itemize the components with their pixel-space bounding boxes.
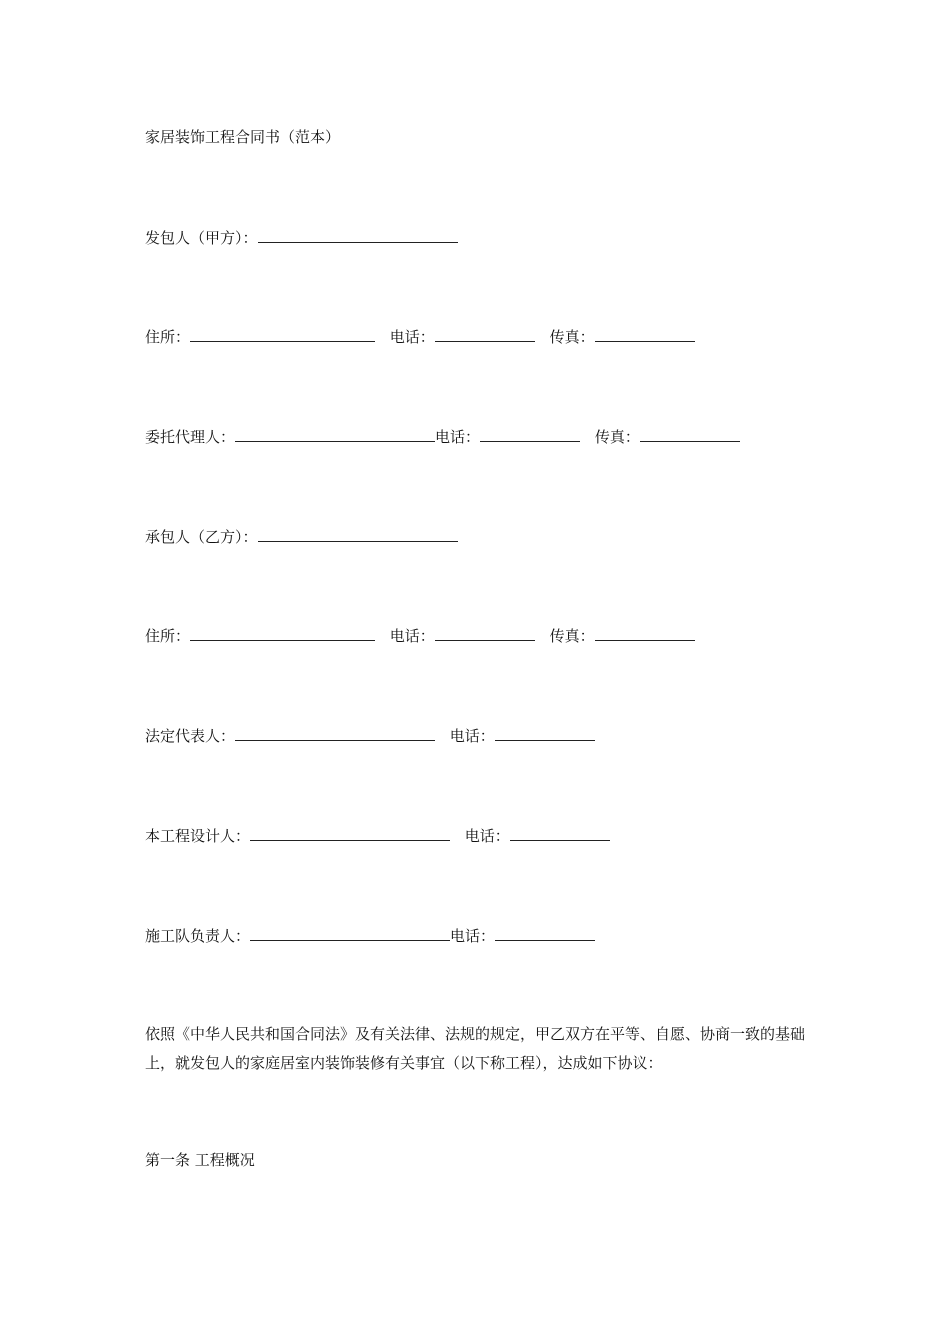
party-a-address-label: 住所： xyxy=(145,328,191,346)
party-a-agent-phone-label: 电话： xyxy=(435,428,481,446)
foreman-label: 施工队负责人： xyxy=(145,927,251,945)
party-a-phone-blank[interactable] xyxy=(435,327,535,342)
party-a-label: 发包人（甲方）： xyxy=(145,229,258,247)
legal-rep-phone-blank[interactable] xyxy=(495,726,595,741)
party-a-agent-phone-blank[interactable] xyxy=(480,427,580,442)
article-1-heading: 第一条 工程概况 xyxy=(145,1151,255,1169)
party-b-phone-label: 电话： xyxy=(389,627,435,645)
party-a-agent-fax-blank[interactable] xyxy=(640,427,740,442)
party-a-agent-label: 委托代理人： xyxy=(145,428,236,446)
party-b-row xyxy=(145,527,458,547)
party-b-label: 承包人（乙方）： xyxy=(145,528,258,546)
party-a-fax-label: 传真： xyxy=(549,328,595,346)
party-b-address-label: 住所： xyxy=(145,627,191,645)
foreman-phone-label: 电话： xyxy=(450,927,496,945)
party-a-address-blank[interactable] xyxy=(190,327,375,342)
foreman-phone-blank[interactable] xyxy=(495,926,595,941)
legal-rep-phone-label: 电话： xyxy=(449,727,495,745)
party-a-agent-fax-label: 传真： xyxy=(594,428,640,446)
foreman-row xyxy=(145,926,595,946)
designer-phone-label: 电话： xyxy=(464,827,510,845)
party-a-address-row xyxy=(145,327,695,347)
designer-phone-blank[interactable] xyxy=(510,826,610,841)
party-a-agent-blank[interactable] xyxy=(235,427,435,442)
legal-rep-row xyxy=(145,726,595,746)
legal-rep-blank[interactable] xyxy=(235,726,435,741)
party-a-row xyxy=(145,228,458,248)
party-b-fax-blank[interactable] xyxy=(595,626,695,641)
party-b-address-blank[interactable] xyxy=(190,626,375,641)
party-b-phone-blank[interactable] xyxy=(435,626,535,641)
party-a-fax-blank[interactable] xyxy=(595,327,695,342)
party-b-address-row xyxy=(145,626,695,646)
designer-blank[interactable] xyxy=(250,826,450,841)
party-b-name-blank[interactable] xyxy=(258,527,458,542)
party-a-phone-label: 电话： xyxy=(389,328,435,346)
foreman-blank[interactable] xyxy=(250,926,450,941)
document-title: 家居装饰工程合同书（范本） xyxy=(145,128,341,146)
party-a-agent-row xyxy=(145,427,740,447)
party-a-name-blank[interactable] xyxy=(258,228,458,243)
legal-rep-label: 法定代表人： xyxy=(145,727,236,745)
preamble-paragraph: 依照《中华人民共和国合同法》及有关法律、法规的规定，甲乙双方在平等、自愿、协商一致的基础上，就发包人的家庭居室内装饰装修有关事宜（以下称工程），达成如下协议： xyxy=(145,1025,806,1072)
designer-label: 本工程设计人： xyxy=(145,827,251,845)
designer-row xyxy=(145,826,610,846)
party-b-fax-label: 传真： xyxy=(549,627,595,645)
